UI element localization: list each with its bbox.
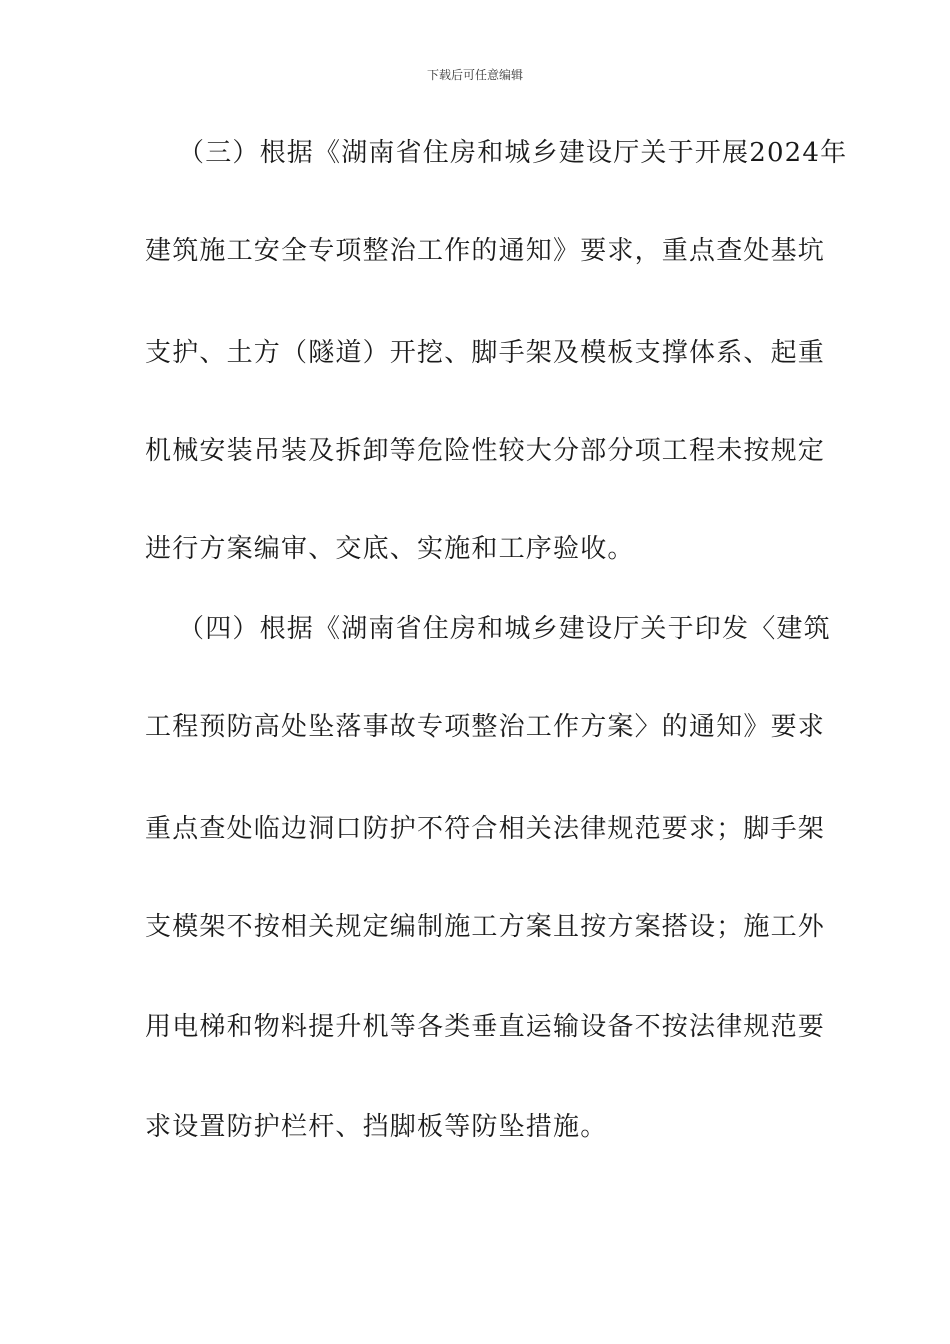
- paragraph-line: （四）根据《湖南省住房和城乡建设厅关于印发〈建筑: [178, 614, 831, 644]
- paragraph-line: 求设置防护栏杆、挡脚板等防坠措施。: [145, 1112, 608, 1142]
- paragraph-line: 重点查处临边洞口防护不符合相关法律规范要求；脚手架: [145, 814, 826, 844]
- paragraph-line: 建筑施工安全专项整治工作的通知》要求，重点查处基坑: [145, 236, 826, 266]
- paragraph-line: 工程预防高处坠落事故专项整治工作方案〉的通知》要求: [145, 712, 826, 742]
- paragraph-line: 支模架不按相关规定编制施工方案且按方案搭设；施工外: [145, 912, 826, 942]
- page-header: 下载后可任意编辑: [426, 68, 523, 82]
- paragraph-line: （三）根据《湖南省住房和城乡建设厅关于开展2024年: [178, 138, 848, 168]
- paragraph-line: 支护、土方（隧道）开挖、脚手架及模板支撑体系、起重: [145, 338, 826, 368]
- paragraph-line: 进行方案编审、交底、实施和工序验收。: [145, 534, 635, 564]
- paragraph-line: 机械安装吊装及拆卸等危险性较大分部分项工程未按规定: [145, 436, 826, 466]
- paragraph-line: 用电梯和物料提升机等各类垂直运输设备不按法律规范要: [145, 1012, 826, 1042]
